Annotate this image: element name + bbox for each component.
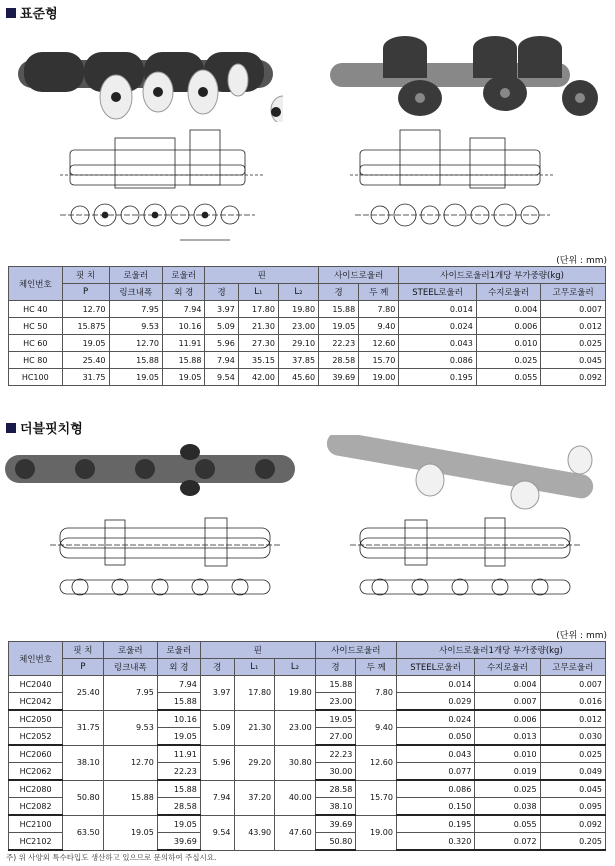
table-cell: 7.94 bbox=[163, 301, 205, 318]
table-cell: 23.00 bbox=[275, 710, 316, 745]
table-cell: 19.80 bbox=[278, 301, 318, 318]
table-cell: 9.53 bbox=[109, 318, 163, 335]
header-resin: 수지로울러 bbox=[475, 659, 540, 676]
table-cell: 0.025 bbox=[540, 745, 605, 763]
table-cell: 5.09 bbox=[205, 318, 238, 335]
table-cell: 63.50 bbox=[63, 815, 104, 850]
header-pin: 핀 bbox=[205, 267, 319, 284]
header-link-inner: 링크내폭 bbox=[103, 659, 157, 676]
table-cell: 12.60 bbox=[356, 745, 397, 780]
table-cell: 15.88 bbox=[163, 352, 205, 369]
table-cell: 0.030 bbox=[540, 728, 605, 746]
table-cell: 0.024 bbox=[399, 318, 476, 335]
header-link-inner: 링크내폭 bbox=[109, 284, 163, 301]
chain-no-cell: HC2100 bbox=[9, 815, 63, 833]
header-side-roller: 사이드로울러 bbox=[315, 642, 396, 659]
table-cell: 0.007 bbox=[541, 301, 606, 318]
table-cell: 0.077 bbox=[396, 763, 474, 781]
table-cell: 35.15 bbox=[238, 352, 278, 369]
double-pitch-dimension-diagram-2 bbox=[345, 510, 590, 620]
table-cell: 22.23 bbox=[157, 763, 200, 781]
header-roller-b: 로울러 bbox=[157, 642, 200, 659]
header-pin: 핀 bbox=[200, 642, 315, 659]
section-title-text: 더블핏치형 bbox=[20, 422, 83, 437]
table-cell: 15.88 bbox=[319, 301, 359, 318]
double-pitch-white-roller-photo bbox=[325, 435, 605, 510]
chain-no-cell: HC 50 bbox=[9, 318, 63, 335]
chain-no-cell: HC2052 bbox=[9, 728, 63, 746]
table-cell: 17.80 bbox=[234, 676, 275, 711]
table-cell: 12.70 bbox=[62, 301, 109, 318]
table-cell: 30.00 bbox=[315, 763, 356, 781]
table-cell: 9.54 bbox=[200, 815, 234, 850]
header-resin: 수지로울러 bbox=[476, 284, 541, 301]
table-cell: 19.05 bbox=[62, 335, 109, 352]
table-cell: 0.012 bbox=[540, 710, 605, 728]
table-cell: 22.23 bbox=[319, 335, 359, 352]
table-cell: 7.94 bbox=[200, 780, 234, 815]
header-rubber: 고무로울러 bbox=[541, 284, 606, 301]
header-rubber: 고무로울러 bbox=[540, 659, 605, 676]
table-cell: 0.010 bbox=[476, 335, 541, 352]
table-cell: 19.05 bbox=[319, 318, 359, 335]
section-title-text: 표준형 bbox=[20, 7, 58, 22]
table-cell: 0.004 bbox=[476, 301, 541, 318]
table-row bbox=[9, 745, 606, 763]
table-row bbox=[9, 369, 606, 386]
table-cell: 21.30 bbox=[238, 318, 278, 335]
table-cell: 19.80 bbox=[275, 676, 316, 711]
header-steel: STEEL로울러 bbox=[396, 659, 474, 676]
header-l2: L₂ bbox=[275, 659, 316, 676]
table-cell: 42.00 bbox=[238, 369, 278, 386]
chain-no-cell: HC2102 bbox=[9, 833, 63, 851]
table-cell: 0.014 bbox=[396, 676, 474, 693]
table-cell: 0.092 bbox=[541, 369, 606, 386]
table-cell: 39.69 bbox=[319, 369, 359, 386]
header-chain-no: 체인번호 bbox=[9, 267, 63, 301]
table-cell: 38.10 bbox=[63, 745, 104, 780]
table-cell: 29.20 bbox=[234, 745, 275, 780]
square-bullet-icon bbox=[6, 423, 16, 433]
table-cell: 0.072 bbox=[475, 833, 540, 851]
table-row bbox=[9, 710, 606, 728]
table-cell: 0.086 bbox=[396, 780, 474, 798]
header-dia: 경 bbox=[205, 284, 238, 301]
table-cell: 7.94 bbox=[205, 352, 238, 369]
table-cell: 0.205 bbox=[540, 833, 605, 851]
table-cell: 29.10 bbox=[278, 335, 318, 352]
table-cell: 0.025 bbox=[476, 352, 541, 369]
chain-no-cell: HC2040 bbox=[9, 676, 63, 693]
table-cell: 25.40 bbox=[63, 676, 104, 711]
table-cell: 15.70 bbox=[356, 780, 397, 815]
header-outer-dia: 외 경 bbox=[163, 284, 205, 301]
table-cell: 15.70 bbox=[359, 352, 399, 369]
table-cell: 25.40 bbox=[62, 352, 109, 369]
table-row bbox=[9, 676, 606, 693]
table-cell: 0.013 bbox=[475, 728, 540, 746]
chain-no-cell: HC 80 bbox=[9, 352, 63, 369]
header-weight: 사이드로울러1개당 부가중량(kg) bbox=[396, 642, 605, 659]
table-cell: 7.95 bbox=[103, 676, 157, 711]
table-cell: 0.038 bbox=[475, 798, 540, 816]
header-side-roller: 사이드로울러 bbox=[319, 267, 399, 284]
table-cell: 15.88 bbox=[157, 780, 200, 798]
double-pitch-chain-photo bbox=[0, 440, 300, 500]
table-cell: 0.045 bbox=[540, 780, 605, 798]
table-cell: 7.94 bbox=[157, 676, 200, 693]
table-cell: 0.007 bbox=[540, 676, 605, 693]
header-dia: 경 bbox=[200, 659, 234, 676]
table-row bbox=[9, 780, 606, 798]
table-cell: 5.96 bbox=[200, 745, 234, 780]
double-pitch-dimension-diagram bbox=[40, 510, 290, 620]
table-cell: 23.00 bbox=[315, 693, 356, 711]
table-row bbox=[9, 815, 606, 833]
table-cell: 0.320 bbox=[396, 833, 474, 851]
table-cell: 5.96 bbox=[205, 335, 238, 352]
table-cell: 27.30 bbox=[238, 335, 278, 352]
table-cell: 31.75 bbox=[63, 710, 104, 745]
table-cell: 3.97 bbox=[205, 301, 238, 318]
unit-label: (단위 : mm) bbox=[556, 256, 607, 266]
table-cell: 0.012 bbox=[541, 318, 606, 335]
table-cell: 9.53 bbox=[103, 710, 157, 745]
table-cell: 39.69 bbox=[315, 815, 356, 833]
table-cell: 0.150 bbox=[396, 798, 474, 816]
chain-no-cell: HC2080 bbox=[9, 780, 63, 798]
table-cell: 0.086 bbox=[399, 352, 476, 369]
table-cell: 0.006 bbox=[476, 318, 541, 335]
unit-label-2: (단위 : mm) bbox=[556, 631, 607, 641]
footnote: 주) 위 사양외 특수타입도 생산하고 있으므로 문의하여 주십시요. bbox=[6, 853, 217, 862]
table-cell: 10.16 bbox=[157, 710, 200, 728]
header-weight: 사이드로울러1개당 부가중량(kg) bbox=[399, 267, 606, 284]
header-thickness: 두 께 bbox=[356, 659, 397, 676]
table-cell: 0.043 bbox=[399, 335, 476, 352]
chain-no-cell: HC2082 bbox=[9, 798, 63, 816]
table-cell: 43.90 bbox=[234, 815, 275, 850]
header-pitch: 핏 치 bbox=[63, 642, 104, 659]
table-cell: 0.092 bbox=[540, 815, 605, 833]
table-cell: 30.80 bbox=[275, 745, 316, 780]
table-cell: 9.54 bbox=[205, 369, 238, 386]
table-cell: 9.40 bbox=[359, 318, 399, 335]
table-cell: 5.09 bbox=[200, 710, 234, 745]
table-cell: 19.00 bbox=[356, 815, 397, 850]
table-cell: 11.91 bbox=[157, 745, 200, 763]
chain-no-cell: HC2050 bbox=[9, 710, 63, 728]
header-l1: L₁ bbox=[234, 659, 275, 676]
table-cell: 0.006 bbox=[475, 710, 540, 728]
chain-no-cell: HC 40 bbox=[9, 301, 63, 318]
chain-no-cell: HC100 bbox=[9, 369, 63, 386]
header-dia2: 경 bbox=[319, 284, 359, 301]
table-cell: 39.69 bbox=[157, 833, 200, 851]
table-cell: 0.007 bbox=[475, 693, 540, 711]
header-p: P bbox=[63, 659, 104, 676]
table-cell: 0.055 bbox=[476, 369, 541, 386]
header-outer-dia: 외 경 bbox=[157, 659, 200, 676]
header-l1: L₁ bbox=[238, 284, 278, 301]
table-cell: 50.80 bbox=[315, 833, 356, 851]
table-cell: 0.016 bbox=[540, 693, 605, 711]
table-cell: 7.80 bbox=[356, 676, 397, 711]
header-dia2: 경 bbox=[315, 659, 356, 676]
table-cell: 11.91 bbox=[163, 335, 205, 352]
table-cell: 38.10 bbox=[315, 798, 356, 816]
table-cell: 15.88 bbox=[109, 352, 163, 369]
table-row bbox=[9, 335, 606, 352]
table-cell: 21.30 bbox=[234, 710, 275, 745]
table-cell: 22.23 bbox=[315, 745, 356, 763]
table-cell: 0.055 bbox=[475, 815, 540, 833]
table-cell: 19.05 bbox=[157, 815, 200, 833]
table-cell: 0.025 bbox=[541, 335, 606, 352]
table-cell: 47.60 bbox=[275, 815, 316, 850]
table-cell: 0.095 bbox=[540, 798, 605, 816]
table-cell: 15.88 bbox=[103, 780, 157, 815]
header-roller-a: 로울러 bbox=[109, 267, 163, 284]
table-cell: 19.05 bbox=[315, 710, 356, 728]
table-cell: 0.195 bbox=[396, 815, 474, 833]
spec-table-standard bbox=[8, 266, 606, 386]
table-cell: 15.88 bbox=[157, 693, 200, 711]
table-cell: 0.004 bbox=[475, 676, 540, 693]
table-cell: 0.029 bbox=[396, 693, 474, 711]
table-cell: 7.80 bbox=[359, 301, 399, 318]
table-row bbox=[9, 318, 606, 335]
table-cell: 0.043 bbox=[396, 745, 474, 763]
table-cell: 0.019 bbox=[475, 763, 540, 781]
table-cell: 0.195 bbox=[399, 369, 476, 386]
table-cell: 27.00 bbox=[315, 728, 356, 746]
table-cell: 0.025 bbox=[475, 780, 540, 798]
chain-no-cell: HC2060 bbox=[9, 745, 63, 763]
chain-dimension-diagram-2 bbox=[340, 120, 570, 250]
table-cell: 19.05 bbox=[157, 728, 200, 746]
table-cell: 50.80 bbox=[63, 780, 104, 815]
header-pitch: 핏 치 bbox=[62, 267, 109, 284]
table-cell: 15.88 bbox=[315, 676, 356, 693]
table-cell: 28.58 bbox=[157, 798, 200, 816]
table-cell: 15.875 bbox=[62, 318, 109, 335]
table-cell: 0.024 bbox=[396, 710, 474, 728]
section-title-standard bbox=[6, 3, 58, 22]
table-row bbox=[9, 301, 606, 318]
table-cell: 28.58 bbox=[319, 352, 359, 369]
chain-dimension-diagram bbox=[40, 120, 280, 250]
table-cell: 28.58 bbox=[315, 780, 356, 798]
header-chain-no: 체인번호 bbox=[9, 642, 63, 676]
table-row bbox=[9, 352, 606, 369]
table-cell: 31.75 bbox=[62, 369, 109, 386]
table-cell: 3.97 bbox=[200, 676, 234, 711]
header-l2: L₂ bbox=[278, 284, 318, 301]
square-bullet-icon bbox=[6, 8, 16, 18]
table-cell: 0.045 bbox=[541, 352, 606, 369]
table-cell: 37.20 bbox=[234, 780, 275, 815]
table-cell: 23.00 bbox=[278, 318, 318, 335]
table-cell: 0.010 bbox=[475, 745, 540, 763]
table-cell: 12.70 bbox=[109, 335, 163, 352]
table-cell: 40.00 bbox=[275, 780, 316, 815]
table-cell: 0.014 bbox=[399, 301, 476, 318]
header-thickness: 두 께 bbox=[359, 284, 399, 301]
header-steel: STEEL로울러 bbox=[399, 284, 476, 301]
table-cell: 17.80 bbox=[238, 301, 278, 318]
header-p: P bbox=[62, 284, 109, 301]
table-cell: 7.95 bbox=[109, 301, 163, 318]
table-cell: 10.16 bbox=[163, 318, 205, 335]
header-roller-b: 로울러 bbox=[163, 267, 205, 284]
table-cell: 19.05 bbox=[109, 369, 163, 386]
table-cell: 9.40 bbox=[356, 710, 397, 745]
chain-no-cell: HC2042 bbox=[9, 693, 63, 711]
table-cell: 12.70 bbox=[103, 745, 157, 780]
table-cell: 45.60 bbox=[278, 369, 318, 386]
table-cell: 0.049 bbox=[540, 763, 605, 781]
chain-photo-dark-rollers bbox=[330, 18, 600, 118]
table-cell: 19.00 bbox=[359, 369, 399, 386]
table-cell: 19.05 bbox=[103, 815, 157, 850]
section-title-double-pitch bbox=[6, 418, 83, 437]
table-cell: 12.60 bbox=[359, 335, 399, 352]
chain-photo-white-rollers bbox=[18, 32, 283, 122]
spec-table-double-pitch bbox=[8, 641, 606, 851]
chain-no-cell: HC2062 bbox=[9, 763, 63, 781]
table-cell: 0.050 bbox=[396, 728, 474, 746]
header-roller-a: 로울러 bbox=[103, 642, 157, 659]
table-cell: 37.85 bbox=[278, 352, 318, 369]
chain-no-cell: HC 60 bbox=[9, 335, 63, 352]
table-cell: 19.05 bbox=[163, 369, 205, 386]
